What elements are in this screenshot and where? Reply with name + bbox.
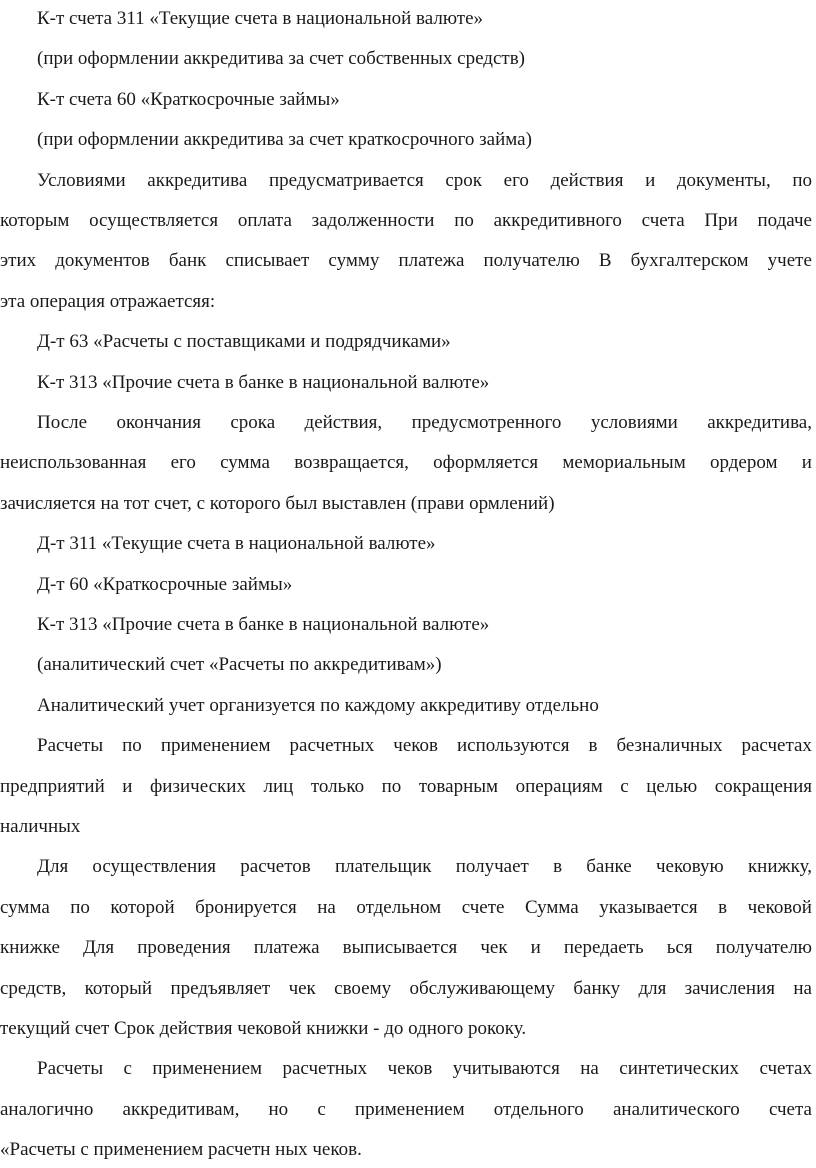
word: аналогично bbox=[0, 1098, 94, 1120]
word: предъявляет bbox=[170, 977, 271, 999]
word: физических bbox=[150, 775, 246, 797]
word: сумму bbox=[328, 250, 380, 272]
word: аккредитива, bbox=[707, 412, 812, 433]
word: сумма bbox=[0, 896, 50, 918]
word: плательщик bbox=[334, 856, 432, 878]
word: мемориальным bbox=[562, 452, 686, 474]
word: используются bbox=[457, 735, 570, 757]
word: и bbox=[530, 937, 541, 959]
word: но bbox=[268, 1098, 289, 1120]
text-line: К-т 313 «Прочие счета в банке в национальной валюте» bbox=[37, 371, 490, 393]
word: отдельном bbox=[356, 896, 442, 918]
word: применением bbox=[160, 735, 271, 757]
text-line: эта операция отражаетсяя: bbox=[0, 290, 216, 312]
word: проведения bbox=[137, 937, 231, 959]
word: лиц bbox=[263, 775, 294, 797]
word: его bbox=[170, 452, 196, 474]
word: ордером bbox=[709, 452, 778, 474]
text-line bbox=[0, 890, 812, 926]
text-line: Д-т 311 «Текущие счета в национальной валюте» bbox=[37, 533, 436, 555]
word: учитываются bbox=[452, 1058, 560, 1080]
word: аккредитивам, bbox=[122, 1098, 240, 1120]
text-line bbox=[0, 769, 812, 805]
word: его bbox=[503, 169, 529, 191]
word: банку bbox=[573, 977, 621, 999]
word: предприятий bbox=[0, 775, 105, 797]
word: на bbox=[580, 1058, 599, 1080]
text-line bbox=[0, 243, 812, 279]
word: чеков bbox=[393, 735, 438, 757]
word: В bbox=[598, 250, 612, 272]
word: аккредитивного bbox=[493, 210, 622, 231]
word: банке bbox=[586, 856, 632, 878]
word: возвращается, bbox=[294, 452, 409, 474]
word: с bbox=[620, 775, 629, 797]
word: чековой bbox=[747, 896, 812, 918]
word: по bbox=[70, 896, 90, 918]
word: этих bbox=[0, 250, 37, 272]
word: срок bbox=[445, 169, 483, 191]
word: указывается bbox=[599, 896, 698, 918]
word: в bbox=[718, 896, 728, 918]
text-line: (при оформлении аккредитива за счет собственных средств) bbox=[37, 48, 525, 70]
word: с bbox=[123, 1058, 132, 1080]
text-line: «Расчеты с применением расчетн ных чеков. bbox=[0, 1139, 362, 1161]
text-line bbox=[37, 405, 812, 441]
word: чеков bbox=[387, 1058, 433, 1080]
word: расчетных bbox=[282, 1058, 368, 1080]
text-line: Д-т 60 «Краткосрочные займы» bbox=[37, 573, 293, 595]
word: по bbox=[454, 210, 474, 231]
word: книжку, bbox=[747, 856, 812, 878]
text-line bbox=[0, 445, 812, 481]
word: чек bbox=[288, 977, 316, 999]
word: по bbox=[792, 169, 812, 191]
word: Расчеты bbox=[37, 735, 104, 757]
word: который bbox=[84, 977, 153, 999]
word: задолженности bbox=[311, 210, 435, 231]
text-line: Аналитический учет организуется по каждому аккредитиву отдельно bbox=[37, 694, 599, 716]
word: применением bbox=[354, 1098, 465, 1120]
word: применением bbox=[152, 1058, 263, 1080]
word: получает bbox=[455, 856, 529, 878]
word: Для bbox=[82, 937, 115, 959]
word: расчетов bbox=[240, 856, 311, 878]
word: только bbox=[310, 775, 365, 797]
word: счета bbox=[768, 1098, 812, 1120]
word: по bbox=[122, 735, 142, 757]
text-line bbox=[37, 728, 812, 764]
word: на bbox=[317, 896, 336, 918]
word: книжке bbox=[0, 937, 60, 959]
word: окончания bbox=[116, 412, 201, 433]
word: в bbox=[553, 856, 563, 878]
word: счете bbox=[461, 896, 505, 918]
word: счетах bbox=[759, 1058, 812, 1080]
text-line: зачисляется на тот счет, с которого был выставлен (прави ормлений) bbox=[0, 492, 555, 514]
word: и bbox=[801, 452, 812, 474]
word: и bbox=[645, 169, 656, 191]
word: сокращения bbox=[714, 775, 812, 797]
word: синтетических bbox=[619, 1058, 740, 1080]
word: бухгалтерском bbox=[630, 250, 749, 272]
word: бронируется bbox=[195, 896, 297, 918]
text-line bbox=[0, 1092, 812, 1128]
word: передаеть bbox=[563, 937, 644, 959]
word: выписывается bbox=[342, 937, 458, 959]
text-line: Д-т 63 «Расчеты с поставщиками и подрядчиками» bbox=[37, 331, 451, 353]
word: аккредитива bbox=[147, 169, 248, 191]
word: аналитического bbox=[612, 1098, 740, 1120]
text-line bbox=[37, 849, 812, 885]
word: по bbox=[381, 775, 402, 797]
word: товарным bbox=[418, 775, 499, 797]
word: получателю bbox=[483, 250, 580, 272]
word: счета bbox=[641, 210, 685, 231]
word: получателю bbox=[715, 937, 812, 959]
word: платежа bbox=[253, 937, 320, 959]
word: с bbox=[317, 1098, 326, 1120]
word: банк bbox=[168, 250, 207, 272]
word: учете bbox=[767, 250, 812, 272]
word: Расчеты bbox=[37, 1058, 104, 1080]
word: чек bbox=[480, 937, 508, 959]
word: предусмотренного bbox=[411, 412, 562, 433]
word: Условиями bbox=[37, 169, 126, 191]
word: документы, bbox=[676, 169, 771, 191]
word: действия, bbox=[304, 412, 383, 433]
word: целью bbox=[646, 775, 698, 797]
word: чековую bbox=[655, 856, 724, 878]
word: подаче bbox=[757, 210, 812, 231]
word: отдельного bbox=[493, 1098, 584, 1120]
word: для bbox=[638, 977, 667, 999]
text-line: К-т счета 311 «Текущие счета в национальной валюте» bbox=[37, 8, 484, 29]
word: При bbox=[704, 210, 738, 231]
word: оплата bbox=[237, 210, 292, 231]
word: средств, bbox=[0, 977, 67, 999]
word: и bbox=[122, 775, 133, 797]
word: После bbox=[37, 412, 88, 433]
word: операциям bbox=[515, 775, 603, 797]
text-line: (при оформлении аккредитива за счет краткосрочного займа) bbox=[37, 129, 532, 151]
word: оформляется bbox=[433, 452, 539, 474]
text-line: (аналитический счет «Расчеты по аккредитивам») bbox=[37, 654, 442, 676]
word: на bbox=[793, 977, 812, 999]
word: которым bbox=[0, 210, 70, 231]
text-line: К-т счета 60 «Краткосрочные займы» bbox=[37, 88, 340, 110]
word: платежа bbox=[398, 250, 465, 272]
text-line: текущий счет Срок действия чековой книжки - до одного рококу. bbox=[0, 1018, 527, 1039]
word: сумма bbox=[220, 452, 270, 474]
text-line: наличных bbox=[0, 816, 81, 837]
text-line bbox=[37, 1051, 812, 1087]
word: условиями bbox=[590, 412, 678, 433]
word: в bbox=[588, 735, 598, 757]
word: зачисления bbox=[684, 977, 775, 999]
word: безналичных bbox=[616, 735, 723, 757]
text-line bbox=[0, 971, 812, 1007]
word: обслуживающему bbox=[409, 977, 556, 999]
word: действия bbox=[550, 169, 624, 191]
word: предусматривается bbox=[268, 169, 424, 191]
word: Для bbox=[37, 856, 69, 878]
text-line bbox=[0, 203, 812, 239]
text-line: К-т 313 «Прочие счета в банке в национальной валюте» bbox=[37, 614, 490, 635]
word: Сумма bbox=[524, 896, 579, 918]
word: документов bbox=[55, 250, 150, 272]
word: осуществления bbox=[92, 856, 217, 878]
word: которой bbox=[110, 896, 175, 918]
word: расчетах bbox=[741, 735, 812, 757]
text-line bbox=[0, 930, 812, 966]
word: своему bbox=[334, 977, 392, 999]
word: срока bbox=[230, 412, 276, 433]
word: списывает bbox=[225, 250, 310, 272]
word: осуществляется bbox=[89, 210, 219, 231]
word: расчетных bbox=[289, 735, 375, 757]
text-line bbox=[37, 163, 812, 199]
word: ься bbox=[666, 937, 693, 959]
word: неиспользованная bbox=[0, 452, 147, 474]
